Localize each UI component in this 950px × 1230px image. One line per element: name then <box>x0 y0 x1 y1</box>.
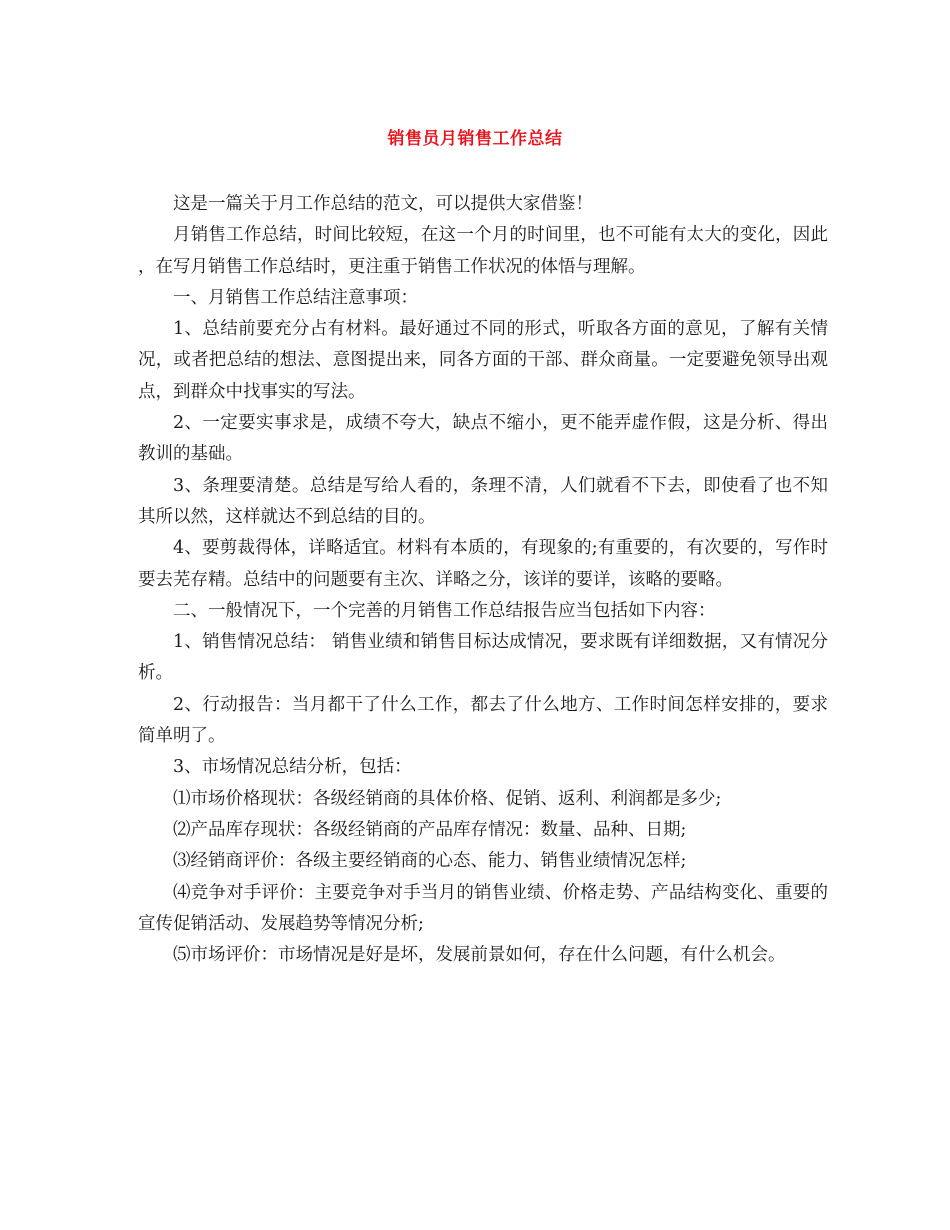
paragraph-item-3: 3、条理要清楚。总结是写给人看的，条理不清，人们就看不下去，即使看了也不知其所以然，这样就达不到总结的目的。 <box>138 475 828 527</box>
paragraph-report-1: 1、销售情况总结： 销售业绩和销售目标达成情况，要求既有详细数据，又有情况分析。 <box>138 632 828 684</box>
list-item-inventory: ⑵产品库存现状：各级经销商的产品库存情况：数量、品种、日期; <box>173 819 687 840</box>
paragraph-item-1: 1、总结前要充分占有材料。最好通过不同的形式，听取各方面的意见，了解有关情况，或者把总结的想法、意图提出来，同各方面的干部、群众商量。一定要避免领导出观点，到群众中找事实的写法。 <box>138 319 828 402</box>
section-heading-2: 二、一般情况下，一个完善的月销售工作总结报告应当包括如下内容： <box>173 600 716 621</box>
paragraph-report-2: 2、行动报告：当月都干了什么工作，都去了什么地方、工作时间怎样安排的，要求简单明了。 <box>138 694 828 747</box>
section-heading-1: 一、月销售工作总结注意事项： <box>173 287 418 308</box>
list-item-market: ⑸市场评价：市场情况是好是坏，发展前景如何，存在什么问题，有什么机会。 <box>173 945 786 966</box>
paragraph-intro: 这是一篇关于月工作总结的范文，可以提供大家借鉴！ <box>173 194 593 214</box>
list-item-dealer: ⑶经销商评价：各级主要经销商的心态、能力、销售业绩情况怎样; <box>173 851 687 872</box>
list-item-competitor: ⑷竞争对手评价：主要竞争对手当月的销售业绩、价格走势、产品结构变化、重要的宣传促销活动、发展趋势等情况分析; <box>138 882 828 934</box>
document-body <box>138 189 828 971</box>
document-title: 销售员月销售工作总结 <box>387 129 563 149</box>
paragraph-item-4: 4、要剪裁得体，详略适宜。材料有本质的，有现象的;有重要的，有次要的，写作时要去芜存精。总结中的问题要有主次、详略之分，该详的要详，该略的要略。 <box>138 538 828 590</box>
paragraph-item-2: 2、一定要实事求是，成绩不夸大，缺点不缩小，更不能弄虚作假，这是分析、得出教训的基础。 <box>138 413 828 465</box>
list-item-price: ⑴市场价格现状：各级经销商的具体价格、促销、返利、利润都是多少; <box>173 788 722 809</box>
paragraph-overview: 月销售工作总结，时间比较短，在这一个月的时间里，也不可能有太大的变化，因此，在写月销售工作总结时，更注重于销售工作状况的体悟与理解。 <box>138 225 828 277</box>
paragraph-report-3: 3、市场情况总结分析，包括： <box>173 757 412 778</box>
